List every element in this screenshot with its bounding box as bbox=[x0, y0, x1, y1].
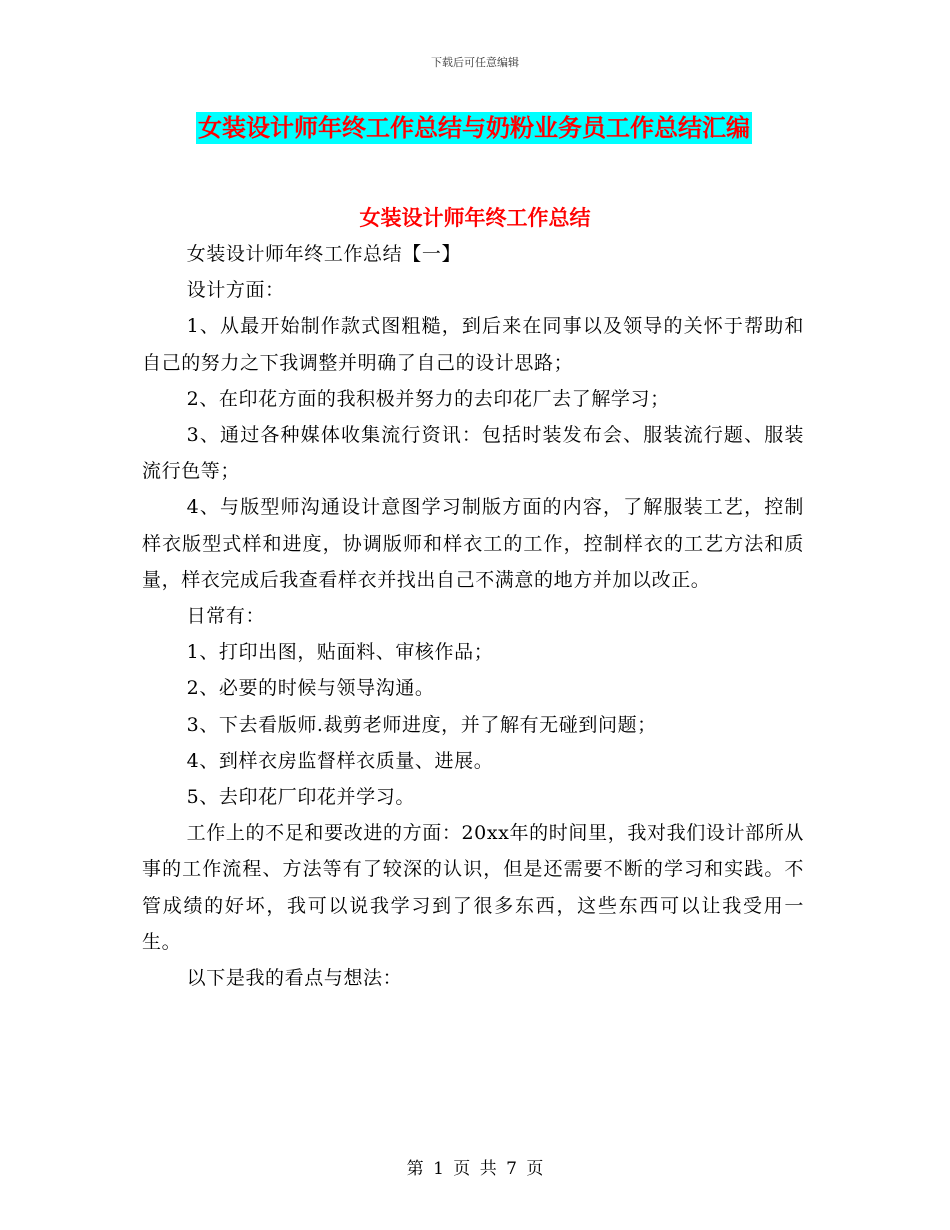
paragraph: 女装设计师年终工作总结【一】 bbox=[186, 243, 462, 265]
paragraph: 3、通过各种媒体收集流行资讯：包括时装发布会、服装流行题、服装流行色等； bbox=[142, 424, 804, 483]
page-number-footer: 第 1 页 共 7 页 bbox=[406, 1159, 544, 1179]
paragraph: 设计方面： bbox=[186, 279, 285, 302]
document-body bbox=[142, 236, 804, 996]
paragraph: 4、到样衣房监督样衣质量、进展。 bbox=[186, 749, 494, 772]
paragraph: 1、打印出图，贴面料、审核作品； bbox=[186, 641, 494, 664]
document-sub-title: 女装设计师年终工作总结 bbox=[359, 206, 591, 230]
paragraph: 1、从最开始制作款式图粗糙，到后来在同事以及领导的关怀于帮助和自己的努力之下我调整并明确了自己的设计思路； bbox=[142, 315, 804, 374]
paragraph: 日常有： bbox=[186, 605, 266, 628]
paragraph: 4、与版型师沟通设计意图学习制版方面的内容，了解服装工艺，控制样衣版型式样和进度，协调版师和样衣工的工作，控制样衣的工艺方法和质量，样衣完成后我查看样衣并找出自己不满意的地方并加以改正。 bbox=[142, 496, 804, 591]
paragraph: 2、必要的时候与领导沟通。 bbox=[186, 677, 435, 700]
paragraph: 5、去印花厂印花并学习。 bbox=[186, 786, 415, 809]
document-main-title: 女装设计师年终工作总结与奶粉业务员工作总结汇编 bbox=[198, 114, 750, 142]
paragraph: 3、下去看版师.裁剪老师进度，并了解有无碰到问题； bbox=[186, 713, 657, 736]
header-note: 下载后可任意编辑 bbox=[431, 56, 519, 69]
paragraph: 以下是我的看点与想法： bbox=[186, 967, 403, 990]
paragraph: 工作上的不足和要改进的方面：20xx年的时间里，我对我们设计部所从事的工作流程、方法等有了较深的认识，但是还需要不断的学习和实践。不管成绩的好坏，我可以说我学习到了很多东西，这些东西可以让我受用一生。 bbox=[142, 822, 804, 953]
paragraph: 2、在印花方面的我积极并努力的去印花厂去了解学习； bbox=[186, 387, 670, 410]
